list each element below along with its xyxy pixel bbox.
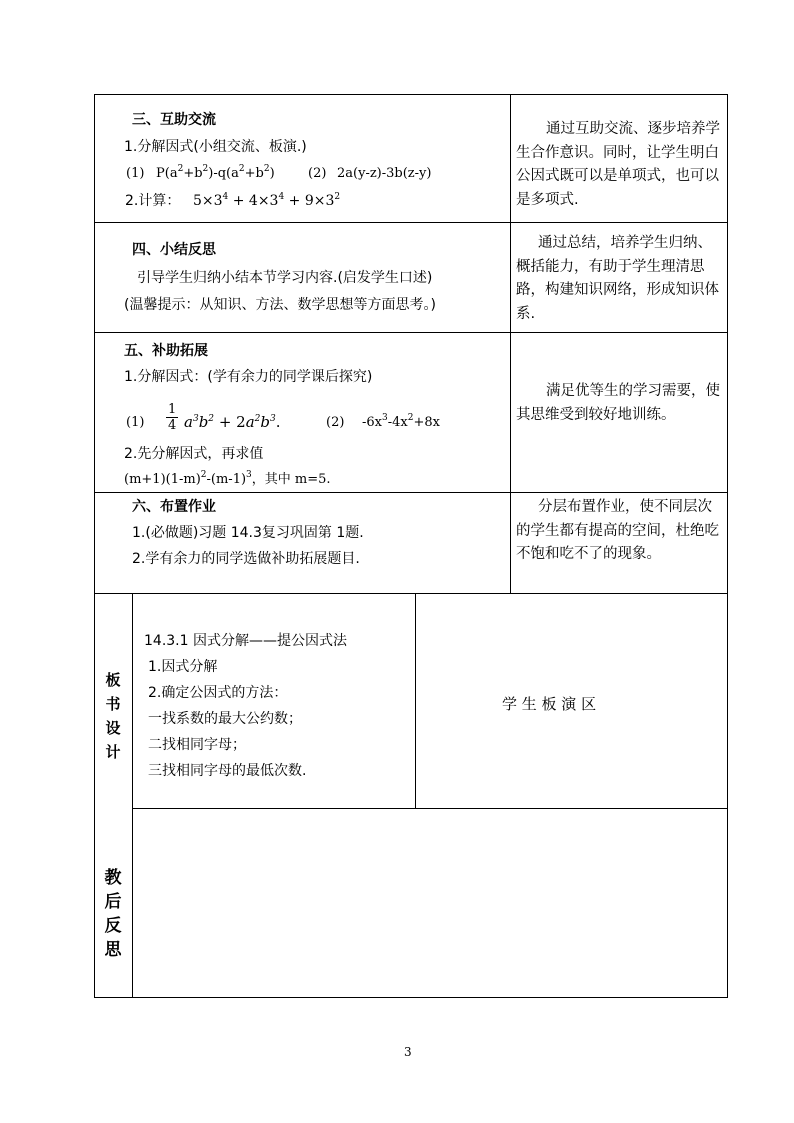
question-part-label: (1) <box>126 415 145 430</box>
question-text: 2.先分解因式，再求值 <box>124 446 264 462</box>
teaching-note: 满足优等生的学习需要，使其思维受到较好地训练。 <box>516 383 720 423</box>
row-divider <box>94 222 728 223</box>
board-design-label: 板书设计 <box>105 671 121 761</box>
column-divider <box>510 94 511 593</box>
fraction-numerator: 1 <box>168 402 177 417</box>
question-text: 1.分解因式：(学有余力的同学课后探究) <box>124 369 373 385</box>
section-title: 三、互助交流 <box>132 112 216 128</box>
board-line: 一找系数的最大公约数； <box>148 711 302 727</box>
question-text: 1.分解因式(小组交流、板演.) <box>124 139 307 155</box>
board-title: 14.3.1 因式分解——提公因式法 <box>144 633 347 649</box>
row-divider <box>94 332 728 333</box>
board-line: 二找相同字母； <box>148 737 246 753</box>
question-part-label: (2) <box>326 415 345 430</box>
teaching-note: 分层布置作业，使不同层次的学生都有提高的空间，杜绝吃不饱和吃不了的现象。 <box>516 499 719 562</box>
math-expression: $a^3b^2 + 2a^2b^3$. <box>184 413 281 431</box>
body-text: 2.学有余力的同学选做补助拓展题目. <box>132 551 360 567</box>
student-board-area: 学 生 板 演 区 <box>502 695 597 713</box>
math-expression: $P(a^2+b^2)-q(a^2+b^2)$ <box>156 164 275 181</box>
fraction <box>166 402 178 433</box>
body-text: (温馨提示：从知识、方法、数学思想等方面思考。) <box>124 297 436 313</box>
math-expression: $5\times 3^4 + 4\times 3^4 + 9\times 3^2$ <box>193 192 341 209</box>
row-divider <box>94 593 728 594</box>
body-text: 引导学生归纳小结本节学习内容.(启发学生口述) <box>137 270 433 286</box>
row-divider <box>132 808 728 809</box>
section-title: 四、小结反思 <box>132 242 216 258</box>
row-divider <box>94 492 728 493</box>
label-column-divider <box>132 593 133 998</box>
board-line: 1.因式分解 <box>148 659 218 675</box>
teaching-note: 通过总结，培养学生归纳、概括能力，有助于学生理清思路，构建知识网络，形成知识体系. <box>516 235 719 322</box>
question-part-label: (2) <box>308 166 327 181</box>
math-expression: $(m+1)(1-m)^2-(m-1)^3$，其中 m=5. <box>124 470 331 487</box>
board-line: 三找相同字母的最低次数. <box>148 763 307 779</box>
teaching-note: 通过互助交流、逐步培养学生合作意识。同时，让学生明白公因式既可以是单项式，也可以是多项式. <box>516 121 720 208</box>
math-expression: 2a(y-z)-3b(z-y) <box>337 166 432 181</box>
math-expression: $-6x^3-4x^2+8x$ <box>362 413 440 430</box>
board-divider <box>415 593 416 808</box>
board-line: 2.确定公因式的方法： <box>148 685 288 701</box>
reflection-label: 教后反思 <box>104 868 122 960</box>
reflection-area[interactable] <box>134 810 726 996</box>
section-title: 五、补助拓展 <box>124 343 208 359</box>
body-text: 1.(必做题)习题 14.3复习巩固第 1题. <box>132 525 364 541</box>
page-number: 3 <box>404 1045 412 1059</box>
section-title: 六、布置作业 <box>132 499 216 515</box>
fraction-denominator: 4 <box>168 418 177 433</box>
question-text: 2.计算： <box>125 193 181 209</box>
question-part-label: (1) <box>126 166 145 181</box>
